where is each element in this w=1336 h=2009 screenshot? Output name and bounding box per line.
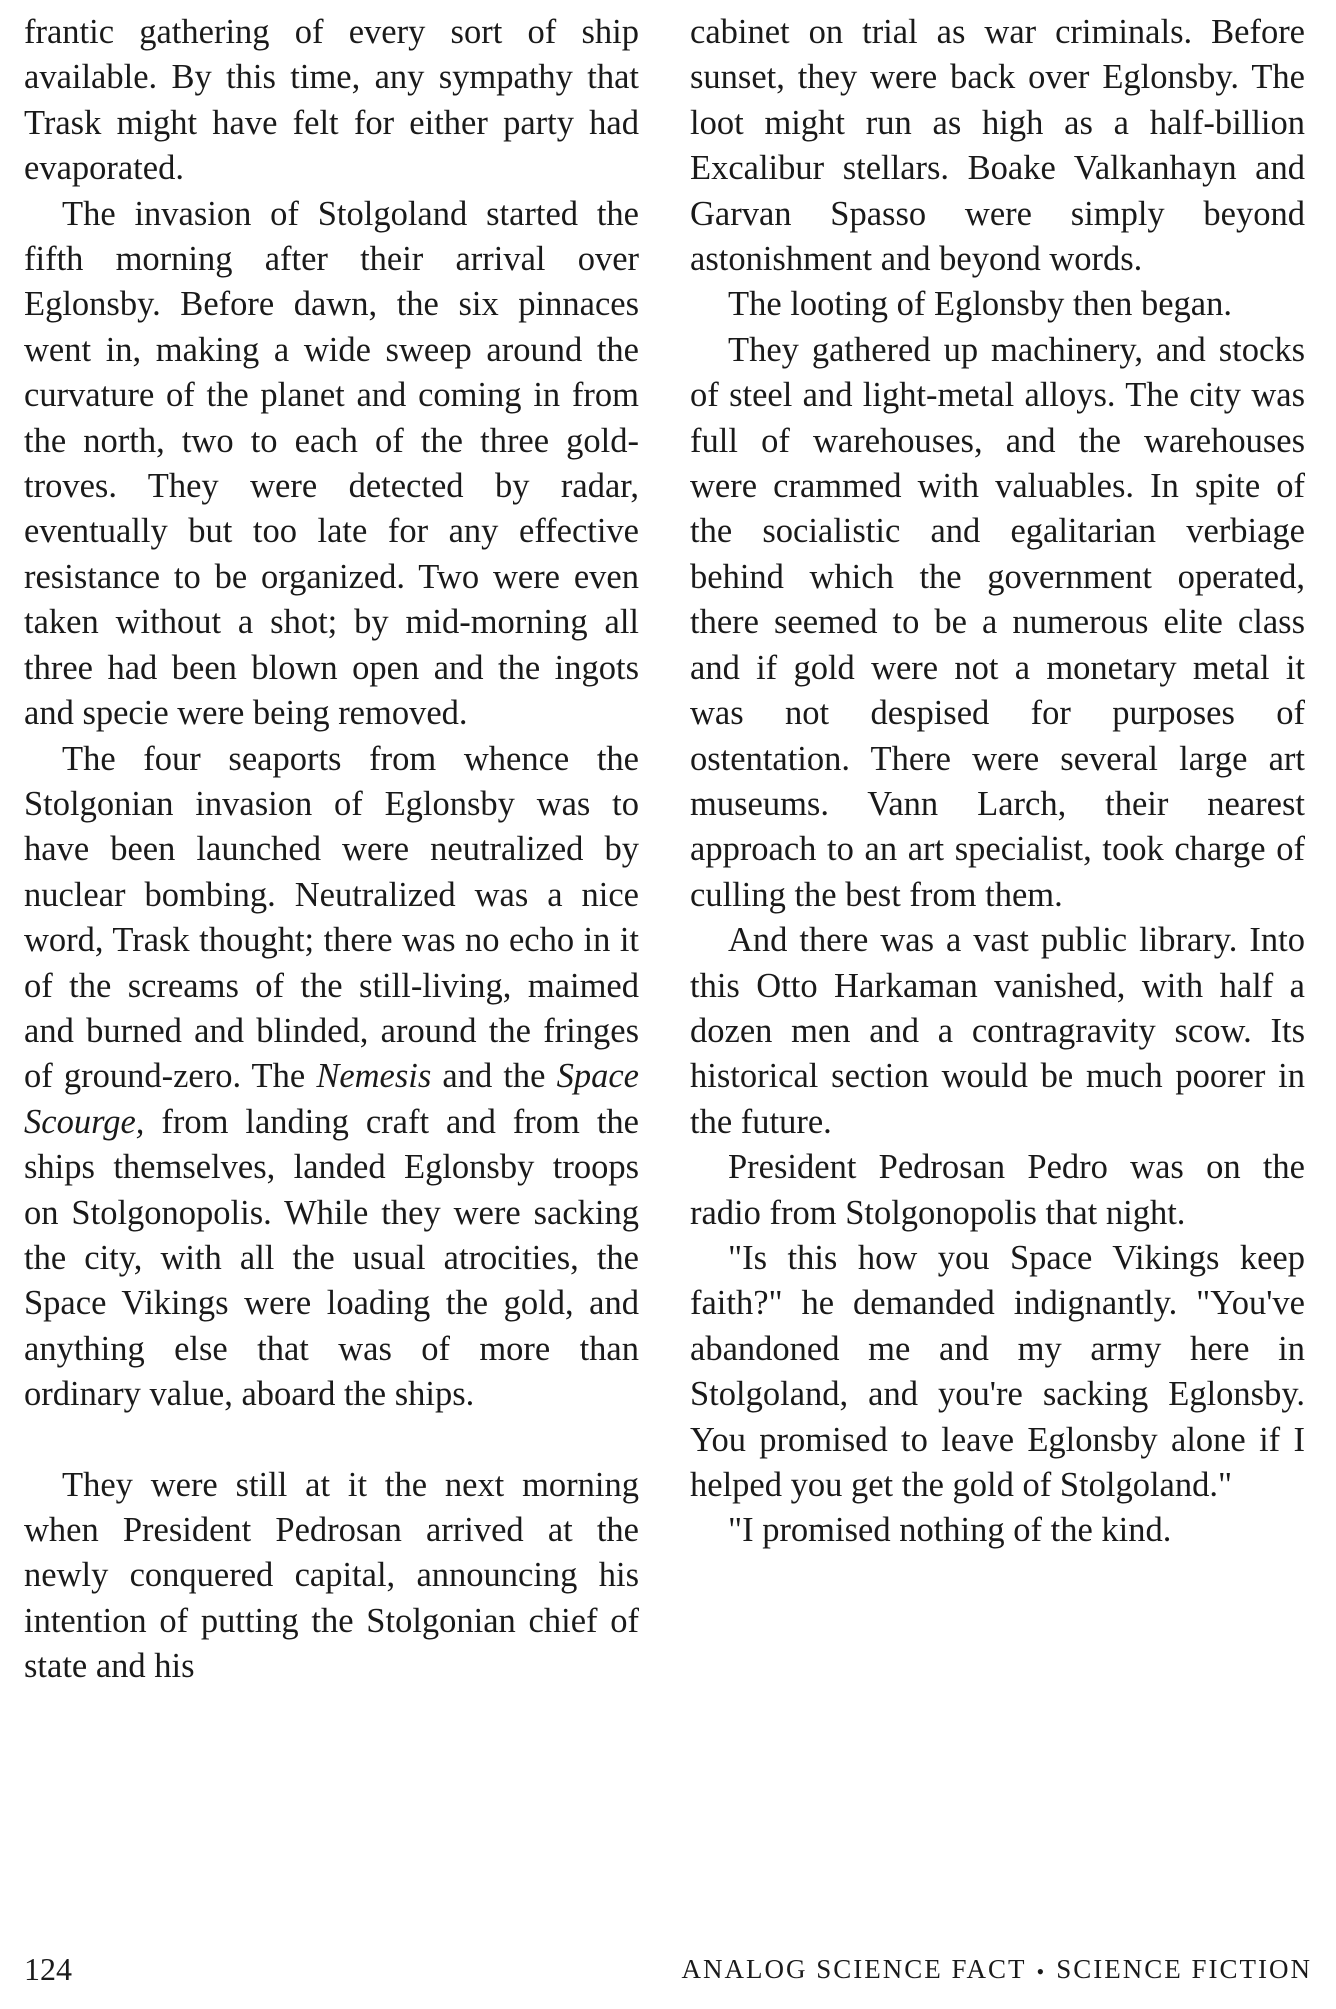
publication-name: SCIENCE FICTION [1056,1954,1312,1984]
right-column [690,10,1305,1554]
section-break [24,1418,639,1463]
paragraph: The invasion of Stolgoland started the fifth morning after their arrival over Eglonsby. Before dawn, the six pinnaces went in, making a wide sweep around the curvature of the planet and coming in from the north, two to each of the three gold-troves. They were detected by radar, eventually but too late for any effective resistance to be organized. Two were even taken without a shot; by mid-morning all three had been blown open and the ingots and specie were being removed. [24,194,639,733]
bullet-separator: • [1036,1958,1047,1984]
paragraph: President Pedrosan Pedro was on the radio from Stolgonopolis that night. [690,1148,1305,1232]
ship-name-space-scourge: Space Scourge, [24,1057,639,1141]
left-column [24,10,639,1690]
paragraph-text: The four seaports from whence the Stolgonian invasion of Eglonsby was to have been launched were neutralized by nuclear bombing. Neutralized was a nice word, Trask thought; there was no echo in it of the screams of the still-living, maimed and burned and blinded, around the fringes of ground-zero. The [24,739,639,1096]
paragraph: They were still at it the next morning when President Pedrosan arrived at the newly conquered capital, announcing his intention of putting the Stolgonian chief of state and his [24,1465,639,1686]
page-number: 124 [24,1951,72,1987]
publication-name: ANALOG SCIENCE FACT [681,1954,1027,1984]
paragraph: cabinet on trial as war criminals. Before sunset, they were back over Eglonsby. The loot might run as high as a half-billion Excalibur stellars. Boake Valkanhayn and Garvan Spasso were simply beyond astonishment and beyond words. [690,13,1305,279]
paragraph [24,737,639,1418]
paragraph: And there was a vast public library. Into this Otto Harkaman vanished, with half a dozen men and a contragravity scow. Its historical section would be much poorer in the future. [690,921,1305,1141]
running-title [682,1946,1312,1995]
ship-name-nemesis: Nemesis [316,1057,432,1096]
paragraph: "Is this how you Space Vikings keep faith?" he demanded indignantly. "You've abandoned me and my army here in Stolgoland, and you're sacking Eglonsby. You promised to leave Eglonsby alone if I helped you get the gold of Stolgoland." [690,1238,1305,1504]
paragraph: The looting of Eglonsby then began. [728,285,1232,324]
page-footer [24,1946,1312,1992]
paragraph-text: and the [431,1057,557,1096]
paragraph: They gathered up machinery, and stocks of steel and light-metal alloys. The city was full of warehouses, and the warehouses were crammed with valuables. In spite of the socialistic and egalitarian verbiage behind which the government operated, there seemed to be a numerous elite class and if gold were not a monetary metal it was not despised for purposes of ostentation. There were several large art museums. Vann Larch, their nearest approach to an art specialist, took charge of culling the best from them. [690,330,1305,914]
paragraph: frantic gathering of every sort of ship available. By this time, any sympathy that Trask might have felt for either party had evaporated. [24,13,639,188]
paragraph: "I promised nothing of the kind. [728,1511,1172,1550]
paragraph-text: from landing craft and from the ships themselves, landed Eglonsby troops on Stolgonopolis. While they were sacking the city, with all the usual atrocities, the Space Vikings were loading the gold, and anything else that was of more than ordinary value, aboard the ships. [24,1102,639,1414]
